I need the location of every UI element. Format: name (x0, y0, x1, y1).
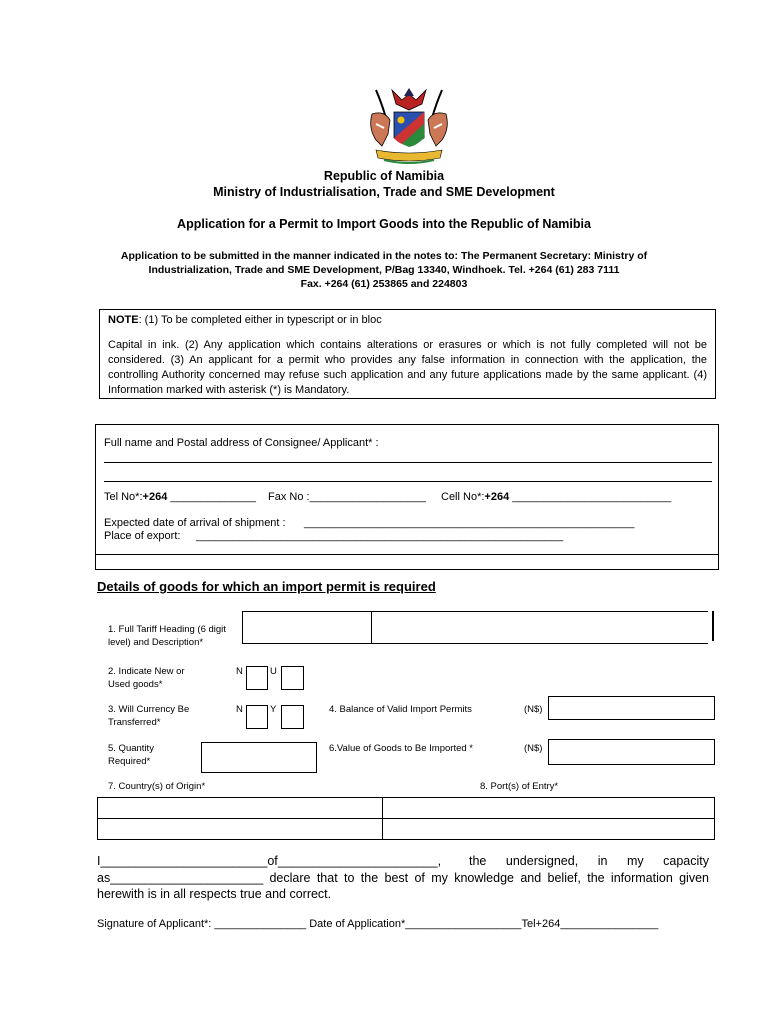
declaration-line-1a[interactable]: I________________________of_______________________, (97, 854, 442, 868)
cell-code: +264 (484, 491, 510, 503)
cell-label: Cell No*: (441, 491, 485, 503)
tel-field[interactable]: ______________ (167, 491, 257, 503)
export-field[interactable]: ____________________________________________________________ (196, 530, 564, 542)
cell-row (441, 491, 671, 503)
new-checkbox[interactable] (246, 666, 268, 690)
value-currency: (N$) (524, 743, 543, 754)
fax-field[interactable]: ___________________ (309, 491, 426, 503)
fax-label: Fax No : (268, 491, 310, 503)
balance-field[interactable] (548, 696, 715, 720)
note-label: NOTE (108, 314, 139, 326)
origin-label: 7. Country(s) of Origin* (108, 781, 206, 792)
tariff-right-edge (712, 611, 714, 641)
value-label: 6.Value of Goods to Be Imported * (329, 743, 473, 754)
currency-y-label: Y (270, 704, 277, 715)
country-title: Republic of Namibia (323, 169, 445, 183)
tariff-description-field[interactable] (373, 613, 709, 642)
origin-field-2[interactable] (99, 820, 381, 838)
used-checkbox[interactable] (281, 666, 304, 690)
tariff-top-line (242, 611, 708, 612)
signature-line[interactable]: Signature of Applicant*: _______________ Date of Application*___________________Tel+264________________ (97, 918, 659, 930)
coat-of-arms-emblem (362, 84, 456, 168)
note-line-1 (108, 313, 708, 328)
port-field-2[interactable] (384, 820, 713, 838)
balance-label: 4. Balance of Valid Import Permits (329, 704, 472, 715)
goods-heading: Details of goods for which an import permit is required (97, 579, 436, 594)
quantity-field[interactable] (201, 742, 317, 773)
applicant-box-divider (96, 554, 718, 555)
currency-no-checkbox[interactable] (246, 705, 268, 729)
applicant-box (95, 424, 719, 570)
tariff-bottom-line (242, 643, 708, 644)
balance-currency: (N$) (524, 704, 543, 715)
origin-field-1[interactable] (99, 799, 381, 817)
quantity-label: 5. Quantity Required* (108, 743, 154, 767)
note-box (99, 309, 716, 399)
cell-field[interactable]: __________________________ (509, 491, 672, 503)
new-used-label: 2. Indicate New or Used goods* (108, 666, 185, 690)
currency-label: 3. Will Currency Be Transferred* (108, 704, 190, 728)
tel-label: Tel No*: (104, 491, 143, 503)
tel-row (104, 491, 256, 503)
submission-line-3: Fax. +264 (61) 253865 and 224803 (300, 278, 468, 290)
currency-yes-checkbox[interactable] (281, 705, 304, 729)
form-title: Application for a Permit to Import Goods into the Republic of Namibia (177, 217, 591, 231)
declaration-line-3: herewith is in all respects true and correct. (97, 887, 332, 901)
new-n-label: N (236, 666, 243, 677)
export-label: Place of export: (104, 530, 181, 542)
origin-port-col-divider (382, 798, 383, 839)
submission-line-1: Application to be submitted in the manner indicated in the notes to: The Permanent Secretary: Ministry of (120, 250, 648, 262)
port-field-1[interactable] (384, 799, 713, 817)
applicant-name-label: Full name and Postal address of Consignee/ Applicant* : (104, 437, 379, 449)
note-line-1-text: : (1) To be completed either in typescript or in bloc (138, 314, 382, 326)
currency-n-label: N (236, 704, 243, 715)
declaration-line-1b: the undersigned, in my capacity (469, 854, 709, 868)
fax-row (268, 491, 426, 503)
tariff-left-edge (242, 611, 243, 644)
tariff-code-field[interactable] (244, 613, 369, 642)
tariff-label: 1. Full Tariff Heading (6 digit level) and Description* (108, 624, 226, 648)
origin-port-row-divider (98, 818, 714, 819)
tariff-divider (371, 611, 372, 644)
submission-line-2: Industrialization, Trade and SME Development, P/Bag 13340, Windhoek. Tel. +264 (61) 283 7111 (148, 264, 620, 276)
arrival-field[interactable]: ______________________________________________________ (304, 517, 635, 529)
value-field[interactable] (548, 739, 715, 765)
used-u-label: U (270, 666, 277, 677)
origin-port-table (97, 797, 715, 840)
note-body: Capital in ink. (2) Any application which contains alterations or erasures or which is not fully completed will not be considered. (3) An applicant for a permit who provides any false information in connection with the application, the controlling Authority concerned may refuse such application and any future applications made by the same applicant. (4) Information marked with asterisk (*) is Mandatory. (108, 339, 707, 396)
ministry-title: Ministry of Industrialisation, Trade and SME Development (213, 185, 555, 199)
declaration-line-2[interactable]: as______________________ declare that to the best of my knowledge and belief, the information given (97, 871, 709, 885)
address-line-1[interactable] (104, 462, 712, 463)
arrival-label: Expected date of arrival of shipment : (104, 517, 286, 529)
address-line-2[interactable] (104, 481, 712, 482)
port-label: 8. Port(s) of Entry* (480, 781, 559, 792)
tel-code: +264 (142, 491, 168, 503)
